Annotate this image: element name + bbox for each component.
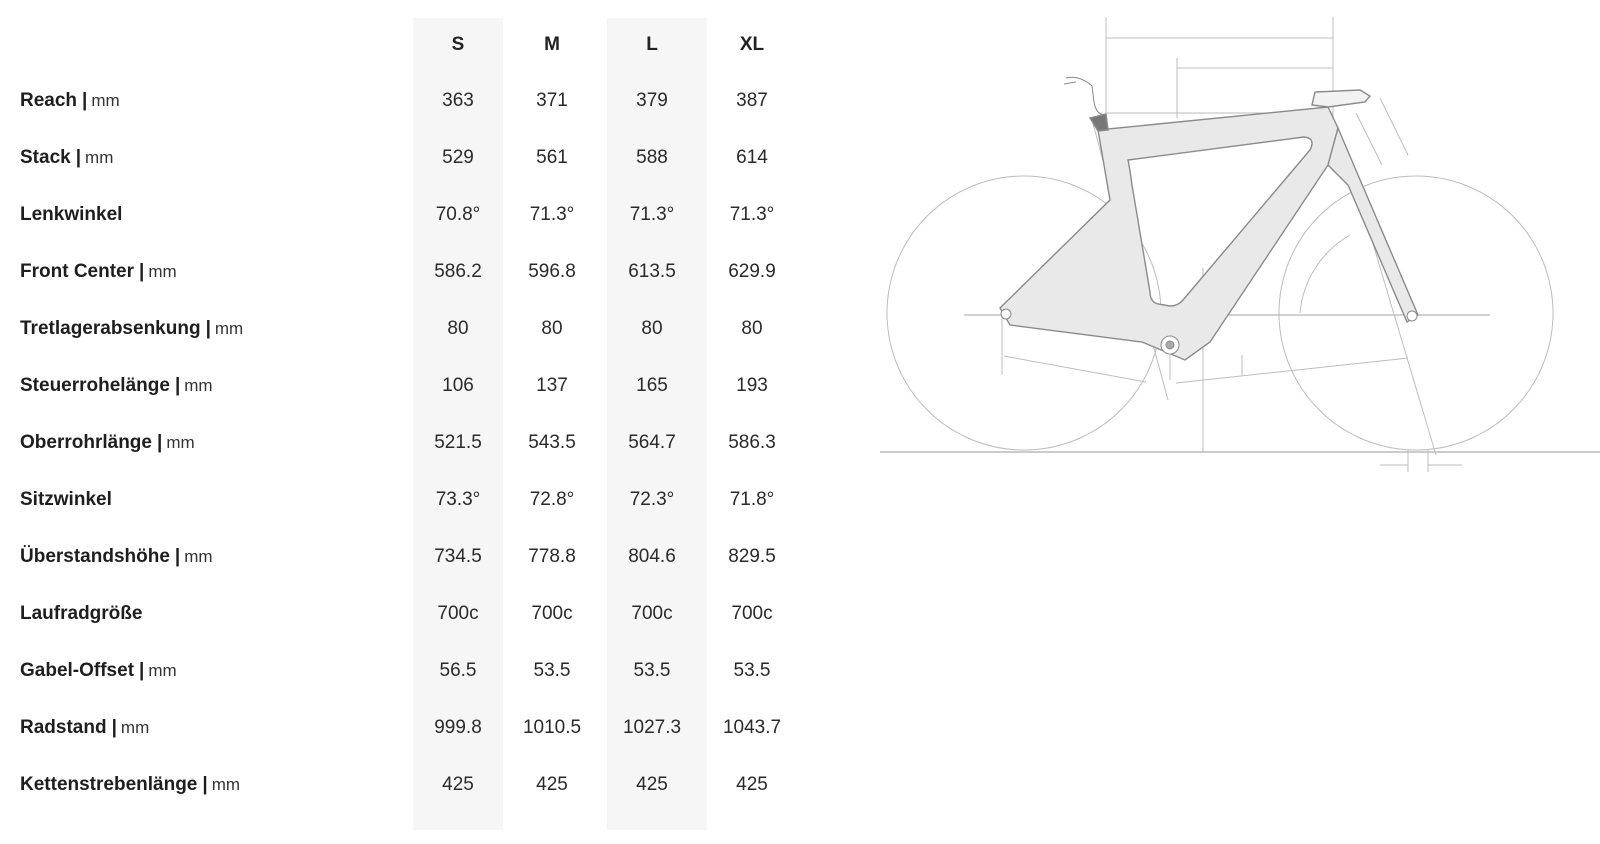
cell-l: 425: [636, 774, 668, 795]
cell-xl: 71.3°: [729, 204, 775, 225]
cell-l: 1027.3: [622, 717, 682, 738]
row-name: Oberrohrlänge: [20, 432, 152, 453]
cell-xl: 829.5: [728, 546, 776, 567]
row-label: [20, 86, 120, 116]
size-header-s: S: [451, 34, 465, 55]
row-unit: mm: [85, 148, 114, 167]
row-name: Lenkwinkel: [20, 204, 123, 225]
row-name: Gabel-Offset: [20, 660, 135, 681]
row-name: Stack: [20, 147, 71, 168]
row-name: Steuerrohelänge: [20, 375, 170, 396]
cell-xl: 71.8°: [729, 489, 775, 510]
separator: |: [156, 432, 163, 453]
cell-m: 561: [536, 147, 568, 168]
cell-s: 80: [447, 318, 469, 339]
row-label: [20, 770, 240, 800]
cell-l: 72.3°: [629, 489, 675, 510]
separator: |: [139, 660, 145, 681]
cell-m: 543.5: [528, 432, 576, 453]
row-label: [20, 371, 213, 401]
seat-post: [1090, 114, 1108, 131]
size-header-l: L: [646, 34, 658, 55]
cell-s: 700c: [437, 603, 479, 624]
cell-xl: 629.9: [728, 261, 776, 282]
row-unit: mm: [166, 433, 195, 452]
row-label: [20, 542, 213, 572]
row-name: Tretlagerabsenkung: [20, 318, 201, 339]
cell-s: 521.5: [434, 432, 482, 453]
column-band-s: [413, 18, 503, 830]
row-label: [20, 713, 149, 743]
cell-xl: 1043.7: [722, 717, 782, 738]
stem: [1312, 90, 1370, 107]
size-header-xl: XL: [739, 34, 765, 55]
separator: |: [82, 90, 88, 111]
row-unit: mm: [148, 262, 177, 281]
separator: |: [174, 546, 181, 567]
row-name: Front Center: [20, 261, 134, 282]
cell-m: 425: [536, 774, 568, 795]
row-name: Laufradgröße: [20, 603, 143, 624]
separator: |: [75, 147, 82, 168]
cell-xl: 425: [736, 774, 768, 795]
cell-xl: 700c: [731, 603, 773, 624]
cell-s: 106: [442, 375, 474, 396]
row-unit: mm: [184, 547, 213, 566]
cell-s: 363: [442, 90, 474, 111]
cell-m: 53.5: [533, 660, 571, 681]
row-name: Reach: [20, 90, 78, 111]
row-unit: mm: [214, 319, 244, 338]
cell-xl: 53.5: [733, 660, 771, 681]
row-label: [20, 599, 142, 629]
separator: |: [139, 261, 145, 282]
row-label: [20, 485, 112, 515]
row-name: Kettenstrebenlänge: [20, 774, 198, 795]
row-label: [20, 143, 113, 173]
row-name: Überstandshöhe: [20, 546, 170, 567]
cell-xl: 193: [736, 375, 768, 396]
cell-s: 425: [442, 774, 474, 795]
cell-xl: 586.3: [728, 432, 776, 453]
cell-m: 72.8°: [529, 489, 575, 510]
row-unit: mm: [120, 718, 150, 737]
cell-m: 1010.5: [522, 717, 582, 738]
cell-l: 53.5: [633, 660, 671, 681]
bike-geometry-diagram-icon: [880, 10, 1600, 490]
cell-xl: 614: [736, 147, 768, 168]
cell-m: 371: [536, 90, 568, 111]
separator: |: [202, 774, 208, 795]
front-dropout: [1407, 311, 1417, 321]
rear-dropout: [1001, 309, 1011, 319]
cell-xl: 80: [741, 318, 763, 339]
row-unit: mm: [211, 775, 241, 794]
cell-s: 73.3°: [435, 489, 481, 510]
row-unit: mm: [91, 91, 120, 110]
cell-s: 56.5: [439, 660, 477, 681]
separator: |: [111, 717, 117, 738]
separator: |: [205, 318, 211, 339]
cell-xl: 387: [736, 90, 768, 111]
row-label: [20, 656, 177, 686]
row-name: Radstand: [20, 717, 107, 738]
fork: [1328, 128, 1418, 322]
cell-m: 71.3°: [529, 204, 575, 225]
cell-l: 700c: [631, 603, 673, 624]
row-unit: mm: [148, 661, 177, 680]
cell-l: 165: [636, 375, 668, 396]
cell-s: 70.8°: [435, 204, 481, 225]
cell-s: 529: [442, 147, 474, 168]
cell-m: 778.8: [528, 546, 576, 567]
bike-frame: [1000, 107, 1338, 360]
row-label: [20, 428, 195, 458]
separator: |: [174, 375, 181, 396]
row-label: [20, 257, 177, 287]
cell-l: 804.6: [628, 546, 676, 567]
size-header-m: M: [544, 34, 560, 55]
cell-m: 596.8: [528, 261, 576, 282]
cell-s: 734.5: [434, 546, 482, 567]
cell-l: 588: [636, 147, 668, 168]
cell-l: 379: [636, 90, 668, 111]
cell-l: 71.3°: [629, 204, 675, 225]
row-label: [20, 314, 243, 344]
cell-l: 564.7: [628, 432, 676, 453]
row-label: [20, 200, 122, 230]
cell-s: 586.2: [434, 261, 482, 282]
cell-m: 700c: [531, 603, 573, 624]
cell-s: 999.8: [434, 717, 482, 738]
cell-m: 137: [536, 375, 568, 396]
cell-l: 80: [641, 318, 663, 339]
column-band-l: [607, 18, 707, 830]
row-name: Sitzwinkel: [20, 489, 112, 510]
cell-m: 80: [541, 318, 563, 339]
row-unit: mm: [184, 376, 213, 395]
cell-l: 613.5: [628, 261, 676, 282]
